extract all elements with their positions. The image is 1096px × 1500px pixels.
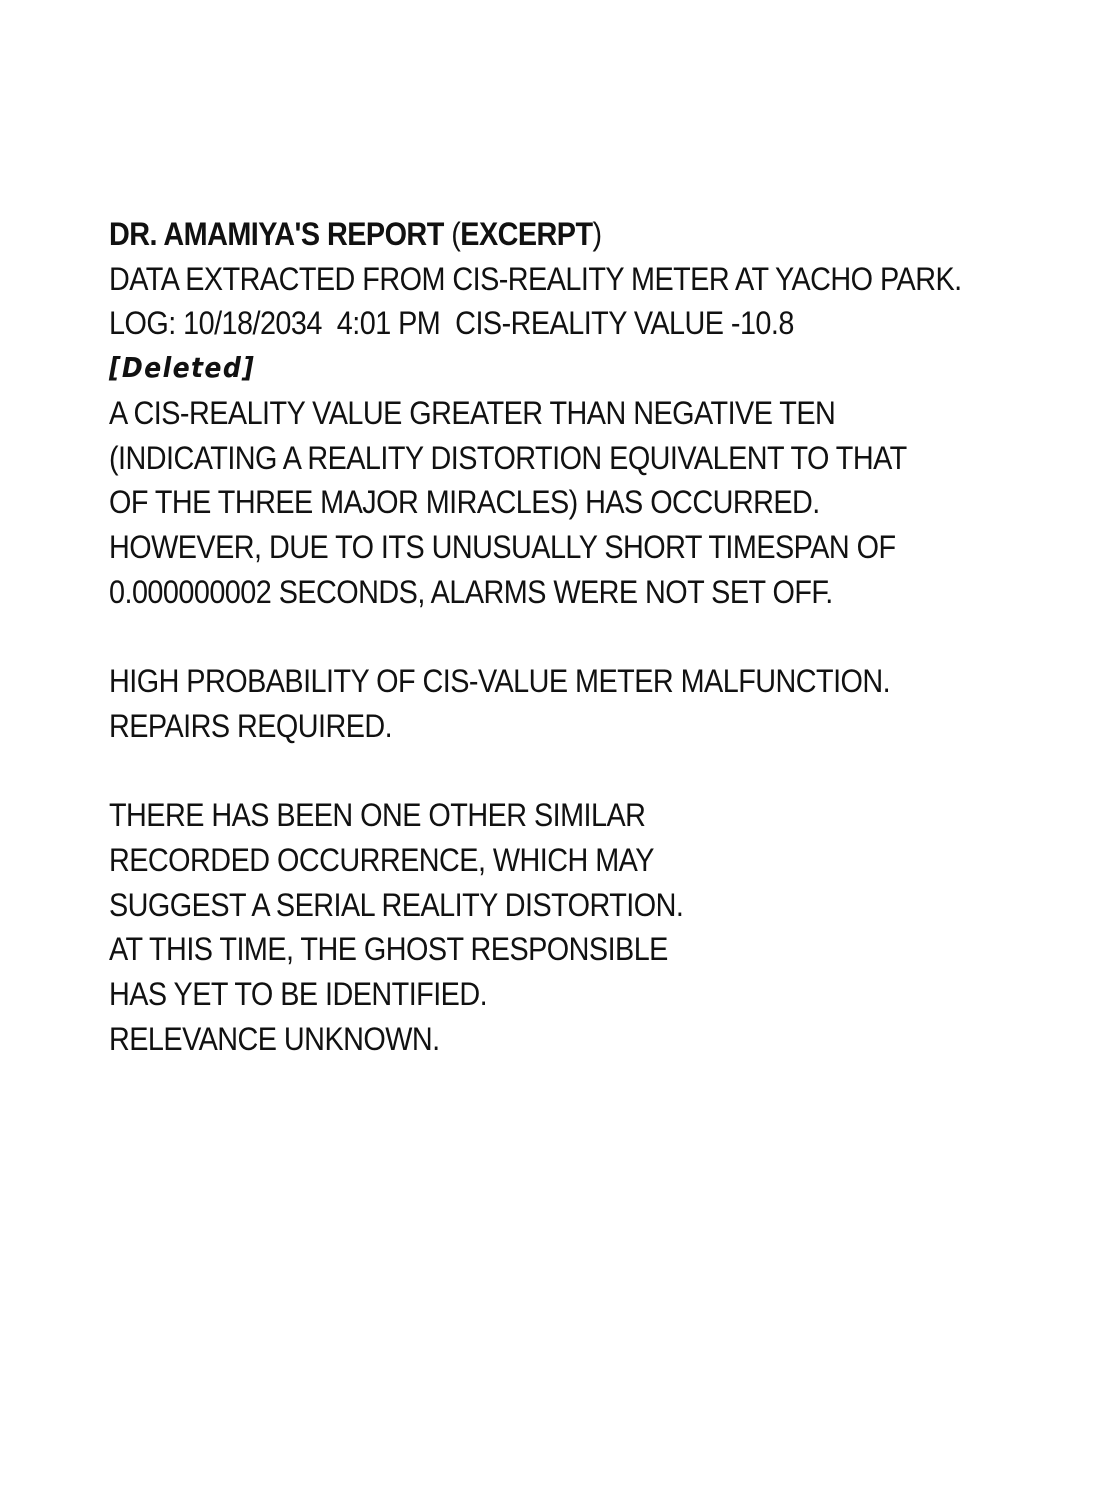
paragraph-malfunction <box>109 659 973 748</box>
paragraph-line: A CIS-REALITY VALUE GREATER THAN NEGATIVE TEN <box>109 394 836 431</box>
paragraph-gap <box>109 748 973 793</box>
paragraph-line: RECORDED OCCURRENCE, WHICH MAY <box>109 841 654 878</box>
paragraph-line: HOWEVER, DUE TO ITS UNUSUALLY SHORT TIMESPAN OF <box>109 528 896 565</box>
paragraph-line: OF THE THREE MAJOR MIRACLES) HAS OCCURRED. <box>109 484 820 521</box>
paragraph-gap <box>109 614 973 659</box>
paragraph-line: RELEVANCE UNKNOWN. <box>109 1020 440 1057</box>
paragraph-line: 0.000000002 SECONDS, ALARMS WERE NOT SET OFF. <box>109 573 833 610</box>
paragraph-distortion <box>109 391 973 615</box>
paragraph-line: THERE HAS BEEN ONE OTHER SIMILAR <box>109 797 646 834</box>
title-close-paren: ) <box>592 216 602 252</box>
source-line: DATA EXTRACTED FROM CIS-REALITY METER AT YACHO PARK. <box>109 260 962 297</box>
paragraph-line: SUGGEST A SERIAL REALITY DISTORTION. <box>109 886 684 923</box>
paragraph-line: (INDICATING A REALITY DISTORTION EQUIVALENT TO THAT <box>109 439 907 476</box>
log-line: LOG: 10/18/2034 4:01 PM CIS-REALITY VALUE -10.8 <box>109 305 794 342</box>
paragraph-occurrence <box>109 793 973 1061</box>
paragraph-line: HAS YET TO BE IDENTIFIED. <box>109 975 488 1012</box>
paragraph-line: AT THIS TIME, THE GHOST RESPONSIBLE <box>109 931 668 968</box>
paragraph-line: REPAIRS REQUIRED. <box>109 707 393 744</box>
report-title-name: DR. AMAMIYA'S REPORT <box>109 216 444 252</box>
report-excerpt <box>109 212 973 1061</box>
deleted-tag: [Deleted] <box>109 351 256 385</box>
report-title-excerpt: EXCERPT <box>460 216 593 252</box>
report-title <box>109 212 973 257</box>
paragraph-line: HIGH PROBABILITY OF CIS-VALUE METER MALFUNCTION. <box>109 663 891 700</box>
title-open-paren: ( <box>451 216 461 252</box>
